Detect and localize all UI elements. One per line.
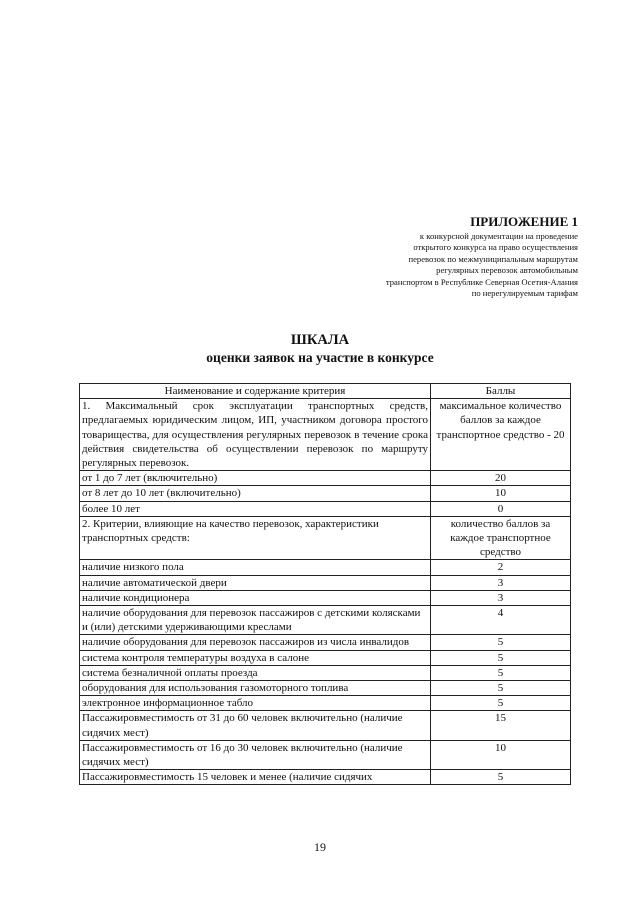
points-cell: количество баллов за каждое транспортное средство	[431, 516, 571, 560]
criterion-cell: 1. Максимальный срок эксплуатации транспортных средств, предлагаемых юридическим лицом, ИП, участником договора простого товарищества, для осуществления регулярных перевозок в течение срока действия свидетельства об осуществлении перевозок по маршруту регулярных перевозок.	[80, 399, 431, 471]
table-row	[80, 681, 571, 696]
appendix-block	[278, 214, 578, 299]
criterion-cell: Пассажировместимость 15 человек и менее (наличие сидячих	[80, 770, 431, 785]
criterion-cell: система безналичной оплаты проезда	[80, 665, 431, 680]
document-heading	[0, 331, 640, 367]
points-cell: 5	[431, 650, 571, 665]
appendix-line: по нерегулируемым тарифам	[471, 288, 578, 299]
table-row	[80, 606, 571, 635]
criteria-table	[79, 383, 571, 785]
criterion-cell: наличие низкого пола	[80, 560, 431, 575]
points-cell: 3	[431, 575, 571, 590]
criterion-cell: Пассажировместимость от 31 до 60 человек включительно (наличие сидячих мест)	[80, 711, 431, 740]
appendix-line: к конкурсной документации на проведение	[419, 231, 578, 241]
points-cell: 4	[431, 606, 571, 635]
points-cell: 10	[431, 740, 571, 769]
header-criterion: Наименование и содержание критерия	[80, 384, 431, 399]
document-subtitle: оценки заявок на участие в конкурсе	[206, 350, 434, 365]
table-row	[80, 740, 571, 769]
table-row	[80, 399, 571, 471]
table-row	[80, 665, 571, 680]
criterion-cell: 2. Критерии, влияющие на качество перевозок, характеристики транспортных средств:	[80, 516, 431, 560]
table-row	[80, 635, 571, 650]
points-cell: 5	[431, 770, 571, 785]
criterion-cell: Пассажировместимость от 16 до 30 человек включительно (наличие сидячих мест)	[80, 740, 431, 769]
table-row	[80, 560, 571, 575]
criterion-cell: от 1 до 7 лет (включительно)	[80, 471, 431, 486]
points-cell: 15	[431, 711, 571, 740]
appendix-line: регулярных перевозок автомобильным	[436, 265, 578, 276]
points-cell: 10	[431, 486, 571, 501]
criterion-cell: система контроля температуры воздуха в салоне	[80, 650, 431, 665]
table-row	[80, 516, 571, 560]
table-row	[80, 575, 571, 590]
appendix-line: транспортом в Республике Северная Осетия-Алания	[385, 276, 578, 287]
criterion-cell: от 8 лет до 10 лет (включительно)	[80, 486, 431, 501]
table-row	[80, 711, 571, 740]
header-points: Баллы	[431, 384, 571, 399]
criterion-cell: наличие автоматической двери	[80, 575, 431, 590]
points-cell: 0	[431, 501, 571, 516]
document-title: ШКАЛА	[290, 332, 350, 348]
table-row	[80, 770, 571, 785]
points-cell: 5	[431, 635, 571, 650]
criterion-cell: наличие оборудования для перевозок пассажиров из числа инвалидов	[80, 635, 431, 650]
points-cell: максимальное количество баллов за каждое транспортное средство - 20	[431, 399, 571, 471]
table-row	[80, 501, 571, 516]
table-row	[80, 590, 571, 605]
points-cell: 2	[431, 560, 571, 575]
table-row	[80, 650, 571, 665]
table-row	[80, 486, 571, 501]
criterion-cell: электронное информационное табло	[80, 696, 431, 711]
points-cell: 5	[431, 681, 571, 696]
page-number: 19	[314, 840, 326, 854]
points-cell: 20	[431, 471, 571, 486]
table-row	[80, 696, 571, 711]
points-cell: 5	[431, 696, 571, 711]
table-row	[80, 471, 571, 486]
criterion-cell: оборудования для использования газомоторного топлива	[80, 681, 431, 696]
appendix-line: открытого конкурса на право осуществления	[413, 242, 578, 253]
appendix-title: ПРИЛОЖЕНИЕ 1	[470, 214, 578, 229]
criterion-cell: наличие кондиционера	[80, 590, 431, 605]
points-cell: 5	[431, 665, 571, 680]
points-cell: 3	[431, 590, 571, 605]
table-header-row	[80, 384, 571, 399]
criterion-cell: наличие оборудования для перевозок пассажиров с детскими колясками и (или) детскими удерживающими креслами	[80, 606, 431, 635]
appendix-line: перевозок по межмуниципальным маршрутам	[408, 253, 578, 264]
criterion-cell: более 10 лет	[80, 501, 431, 516]
